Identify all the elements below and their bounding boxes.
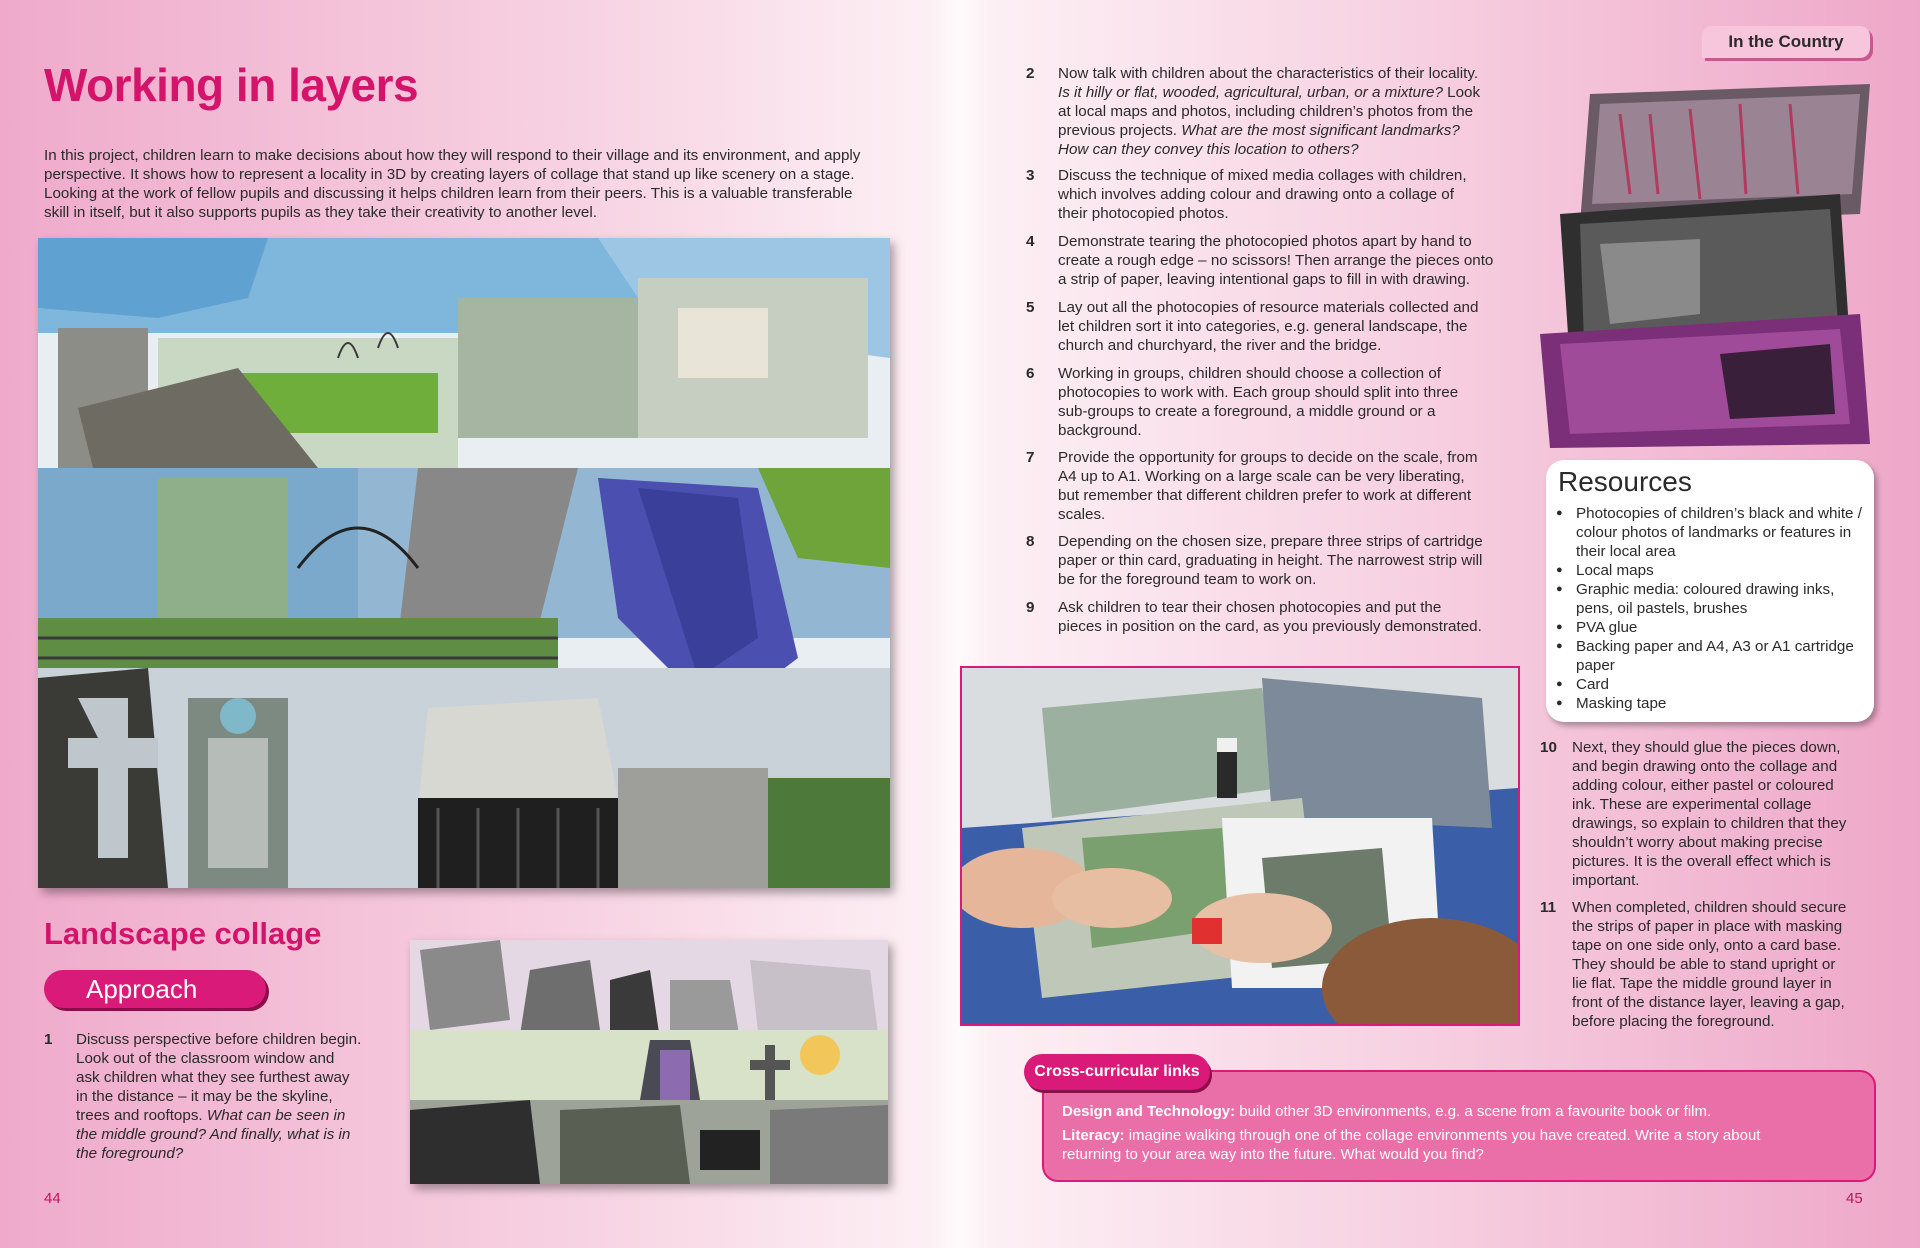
cc-literacy — [1062, 1126, 1862, 1145]
section-tab: In the Country — [1702, 26, 1870, 58]
step-number: 2 — [1026, 65, 1035, 82]
step-4 — [1026, 232, 1546, 292]
resource-item: ● Backing paper and A4, A3 or A1 cartridge paper — [1556, 637, 1864, 675]
step-number: 5 — [1026, 299, 1035, 316]
classroom-photo — [960, 666, 1520, 1026]
cc-lit-text: imagine walking through one of the collage environments you have created. Write a story about — [1128, 1127, 1761, 1144]
page-title: Working in layers — [44, 59, 419, 111]
resource-item: ● Graphic media: coloured drawing inks, pens, oil pastels, brushes — [1556, 580, 1864, 618]
cc-design-technology — [1062, 1102, 1862, 1121]
resource-item: ● Local maps — [1556, 561, 1864, 580]
step-line: pieces in position on the card, as you previously demonstrated. — [1058, 618, 1482, 635]
step-line: Ask children to tear their chosen photocopies and put the — [1058, 599, 1442, 616]
step-line: Next, they should glue the pieces down, — [1572, 739, 1841, 756]
step-line: trees and rooftops. What can be seen in — [76, 1107, 346, 1124]
step-text — [1058, 598, 1548, 636]
step-line: but remember that different children prefer to work at different — [1058, 487, 1472, 504]
resource-item: ● Photocopies of children’s black and white / colour photos of landmarks or features in their local area — [1556, 504, 1864, 561]
page-number-left: 44 — [44, 1190, 61, 1207]
step-line: church and churchyard, the river and the bridge. — [1058, 337, 1382, 354]
step-text — [1058, 232, 1548, 289]
step-text — [1058, 298, 1548, 355]
step-line: ink. These are experimental collage — [1572, 796, 1812, 813]
step-line: A4 up to A1. Working on a large scale can be very liberating, — [1058, 468, 1465, 485]
step-line: their photocopied photos. — [1058, 205, 1229, 222]
resource-item: ● PVA glue — [1556, 618, 1864, 637]
step-line: Discuss the technique of mixed media collages with children, — [1058, 167, 1467, 184]
step-line: Discuss perspective before children begin. — [76, 1031, 362, 1048]
step-line: before placing the foreground. — [1572, 1013, 1775, 1030]
approach-label: Approach — [44, 970, 266, 1008]
step-line: Demonstrate tearing the photocopied photos apart by hand to — [1058, 233, 1472, 250]
step-3 — [1026, 166, 1546, 226]
step-text — [1058, 532, 1548, 589]
step-number: 4 — [1026, 233, 1035, 250]
cross-curricular-label: Cross-curricular links — [1024, 1054, 1210, 1090]
step-line: let children sort it into categories, e.g. general landscape, the — [1058, 318, 1468, 335]
step-number: 9 — [1026, 599, 1035, 616]
step-text — [1058, 166, 1548, 223]
step-number: 10 — [1540, 739, 1557, 756]
step-1 — [44, 1030, 394, 1170]
step-line: the foreground? — [76, 1145, 184, 1162]
section-subtitle: Landscape collage — [44, 916, 322, 951]
step-line: which involves adding colour and drawing onto a collage of — [1058, 186, 1454, 203]
step-line: drawings, so explain to children that they — [1572, 815, 1847, 832]
step-text — [76, 1030, 396, 1163]
step-line: paper or thin card, graduating in height. The narrowest strip will — [1058, 552, 1483, 569]
step-line: in the distance – it may be the skyline, — [76, 1088, 333, 1105]
step-text — [1058, 448, 1548, 524]
resources-title: Resources — [1558, 466, 1692, 497]
step-text — [1572, 738, 1874, 890]
step-line: background. — [1058, 422, 1142, 439]
step-line: photocopies to work with. Each group should split into three — [1058, 384, 1459, 401]
step-line: adding colour, either pastel or coloured — [1572, 777, 1834, 794]
step-line: Look out of the classroom window and — [76, 1050, 335, 1067]
step-number: 1 — [44, 1031, 53, 1048]
step-line: Provide the opportunity for groups to decide on the scale, from — [1058, 449, 1478, 466]
step-line: be for the foreground team to work on. — [1058, 571, 1317, 588]
page-gutter — [930, 0, 990, 1248]
step-line: Working in groups, children should choose a collection of — [1058, 365, 1442, 382]
step-6 — [1026, 364, 1546, 444]
cc-dt-label: Design and Technology: — [1062, 1103, 1236, 1120]
step-10 — [1540, 738, 1874, 898]
step-number: 3 — [1026, 167, 1035, 184]
step-line: pictures. It is the overall effect which is — [1572, 853, 1831, 870]
step-line: How can they convey this location to others? — [1058, 141, 1359, 158]
step-text — [1572, 898, 1874, 1031]
cc-lit-label: Literacy: — [1062, 1127, 1125, 1144]
step-line: tape on one side only, onto a card base. — [1572, 937, 1842, 954]
step-line: Now talk with children about the characteristics of their locality. — [1058, 65, 1479, 82]
intro-paragraph: In this project, children learn to make decisions about how they will respond to their village and its environment, and apply perspective. It shows how to represent a locality in 3D by creating layers of collage that stand up like scenery on a stage. Looking at the work of fellow pupils and discussing it helps children learn from their peers. This is a valuable transferable skill in itself, but it also supports pupils as they take their creativity to another level. — [44, 147, 861, 221]
step-line: Depending on the chosen size, prepare three strips of cartridge — [1058, 533, 1483, 550]
step-2 — [1026, 64, 1546, 164]
resource-item: ● Card — [1556, 675, 1864, 694]
cc-literacy-cont: returning to your area way into the future. What would you find? — [1062, 1146, 1484, 1163]
step-text — [1058, 364, 1548, 440]
step-number: 11 — [1540, 899, 1557, 916]
step-line: and begin drawing onto the collage and — [1572, 758, 1838, 775]
step-text — [1058, 64, 1548, 159]
resources-box — [1546, 460, 1874, 722]
small-collage-image — [410, 940, 888, 1184]
step-line: a strip of paper, leaving intentional gaps to fill in with drawing. — [1058, 271, 1470, 288]
step-line: shouldn’t worry about making precise — [1572, 834, 1823, 851]
step-line: sub-groups to create a foreground, a middle ground or a — [1058, 403, 1436, 420]
step-line: scales. — [1058, 506, 1106, 523]
step-line: ask children what they see furthest away — [76, 1069, 350, 1086]
step-line: They should be able to stand upright or — [1572, 956, 1836, 973]
step-7 — [1026, 448, 1546, 528]
step-9 — [1026, 598, 1546, 638]
step-line: lie flat. Tape the middle ground layer in — [1572, 975, 1832, 992]
step-line: previous projects. What are the most significant landmarks? — [1058, 122, 1460, 139]
layered-strips-image — [1540, 74, 1870, 448]
page-number-right: 45 — [1846, 1190, 1863, 1207]
step-line: front of the distance layer, leaving a gap, — [1572, 994, 1845, 1011]
resource-item: ● Masking tape — [1556, 694, 1864, 713]
step-8 — [1026, 532, 1546, 592]
step-line: Is it hilly or flat, wooded, agricultural, urban, or a mixture? Look — [1058, 84, 1481, 101]
step-number: 7 — [1026, 449, 1035, 466]
step-line: When completed, children should secure — [1572, 899, 1847, 916]
step-number: 6 — [1026, 365, 1035, 382]
main-collage-image — [38, 238, 890, 888]
step-line: important. — [1572, 872, 1640, 889]
step-line: create a rough edge – no scissors! Then arrange the pieces onto — [1058, 252, 1494, 269]
step-5 — [1026, 298, 1546, 358]
step-11 — [1540, 898, 1874, 1038]
cc-dt-text: build other 3D environments, e.g. a scene from a favourite book or film. — [1239, 1103, 1712, 1120]
resources-list — [1556, 504, 1864, 713]
step-line: Lay out all the photocopies of resource materials collected and — [1058, 299, 1479, 316]
step-line: at local maps and photos, including children’s photos from the — [1058, 103, 1474, 120]
step-line: the strips of paper in place with masking — [1572, 918, 1843, 935]
step-number: 8 — [1026, 533, 1035, 550]
step-line: the middle ground? And finally, what is in — [76, 1126, 351, 1143]
